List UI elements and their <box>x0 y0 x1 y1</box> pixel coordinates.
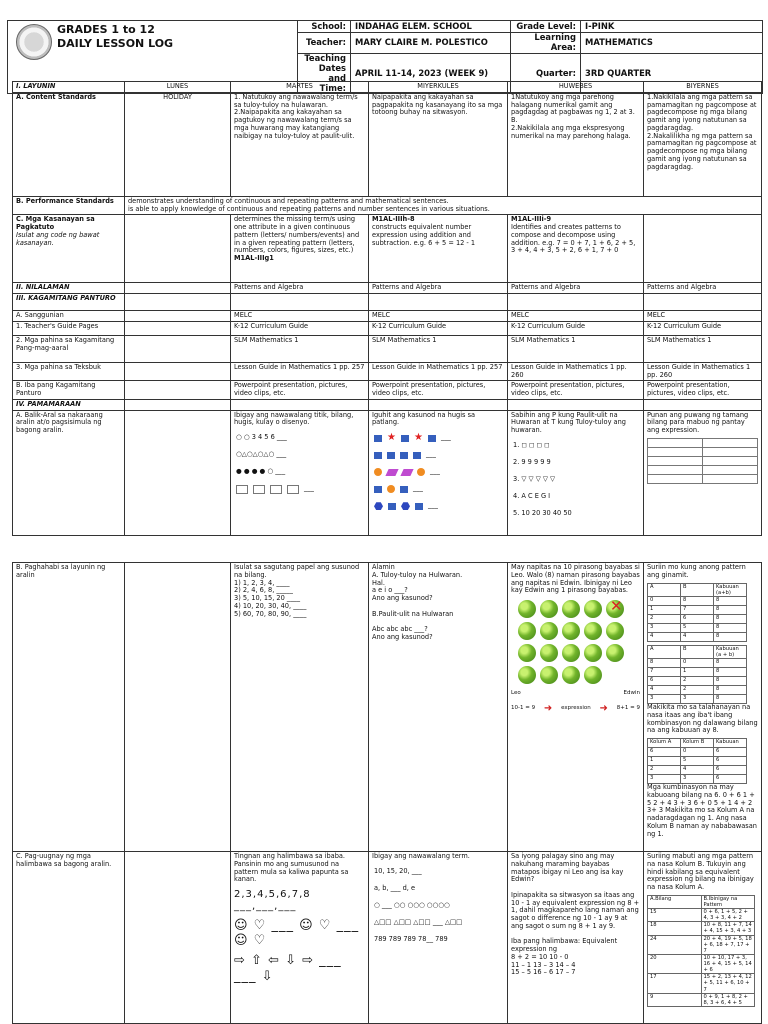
biyernes-pattern-intro: Suriin mo kung anong pattern ang ginamit. <box>647 563 746 579</box>
guava-icon <box>562 600 580 618</box>
table-cell: 8 <box>714 686 747 695</box>
teacher-value: MARY CLAIRE M. POLESTICO <box>351 33 511 54</box>
red-square-icon <box>388 503 396 510</box>
huwebes-pattern-3: 3. ▽ ▽ ▽ ▽ ▽ <box>513 475 556 484</box>
edwin-label: Edwin <box>623 690 640 697</box>
table-cell: 6 <box>681 614 714 623</box>
table-cell: 1 <box>681 668 714 677</box>
empty-10 <box>125 381 231 400</box>
biyernes-guide: Lesson Guide in Mathematics 1 pp. 260 <box>644 362 762 381</box>
quarter-value: 3RD QUARTER <box>581 53 763 94</box>
miyerkules-circle-line: ○ ___ ○○ ○○○ ○○○○ <box>374 900 450 909</box>
biyernes-ppt: Powerpoint presentation, pictures, video clips, etc. <box>644 381 762 400</box>
table-cell: 2 <box>681 686 714 695</box>
empty-15 <box>644 399 762 410</box>
huwebes-example-label: Iba pang halimbawa: Equivalent expression ng <box>511 937 618 954</box>
red-arrow-icon: ➜ <box>543 702 553 714</box>
header-kolum-b: Kolum B <box>681 739 714 748</box>
teacher-label: Teacher: <box>298 33 351 54</box>
table-cell: 2 <box>648 766 681 775</box>
nilalaman-label: II. NILALAMAN <box>13 283 125 294</box>
performance-label: B. Performance Standards <box>13 196 125 215</box>
table-cell: 15 + 2, 13 + 4, 12 + 5, 11 + 6, 10 + 7 <box>701 974 755 993</box>
lunes-paghahabi <box>125 563 231 852</box>
table-cell: 6 <box>714 766 747 775</box>
table-cell: 18 <box>648 922 702 935</box>
huwebes-melc: MELC <box>508 311 644 322</box>
guava-icon <box>562 644 580 662</box>
miyerkules-content: Naipapakita ang kakayahan sa pagpapakita ng kasanayang ito sa mga totoong buhay na sitwasyon. <box>369 92 508 196</box>
huwebes-pattern-5: 5. 10 20 30 40 50 <box>513 509 572 518</box>
day-biyernes: BIYERNES <box>644 82 762 93</box>
biyernes-slm: SLM Mathematics 1 <box>644 335 762 362</box>
huwebes-skill-cell <box>508 215 644 283</box>
table-cell: 8 <box>714 659 747 668</box>
school-value: INDAHAG ELEM. SCHOOL <box>351 21 511 33</box>
lunes-holiday: HOLIDAY <box>125 92 231 196</box>
table-cell: 0 <box>681 659 714 668</box>
table-cell: 2 <box>681 677 714 686</box>
guava-icon <box>518 600 536 618</box>
header-kabuuan: Kabuuan (a + b) <box>714 645 747 658</box>
red-star-icon: ★ <box>387 432 396 444</box>
log-title: GRADES 1 to 12 DAILY LESSON LOG <box>57 23 174 50</box>
table-cell: 20 + 4, 19 + 5, 18 + 6, 18 + 7, 17 + 7 <box>701 935 755 954</box>
pattern-box <box>253 485 265 494</box>
day-martes: MARTES <box>231 82 369 93</box>
lunes-balik <box>125 410 231 535</box>
biyernes-pag-uugnay-cell <box>644 852 762 1024</box>
lunes-skill <box>125 215 231 283</box>
table-cell: 8 <box>714 623 747 632</box>
empty-5 <box>644 294 762 311</box>
kasanayan-note: Isulat ang code ng bawat kasanayan. <box>16 230 100 247</box>
table-cell: 8 <box>648 659 681 668</box>
pattern-box <box>270 485 282 494</box>
crossed-guava-icon <box>606 600 624 618</box>
area-value: MATHEMATICS <box>581 33 763 54</box>
huwebes-question: Sa iyong palagay sino ang may nakuhang maraming bayabas matapos ibigay ni Leo ang isa kay Edwin? <box>511 852 624 884</box>
table-cell: 15 <box>648 909 702 922</box>
header-kolum-a: Kolum A <box>648 739 681 748</box>
blue-square-icon <box>428 435 436 442</box>
table-cell: 4 <box>681 766 714 775</box>
miyerkules-slm: SLM Mathematics 1 <box>369 335 508 362</box>
huwebes-paghahabi-cell <box>508 563 644 852</box>
empty-8 <box>125 335 231 362</box>
huwebes-story: May napitas na 10 pirasong bayabas si Leo. Walo (8) naman pirasong bayabas ang napitas ni Edwin. Ibinigay ni Leo kay Edwin ang 1 pirasong bayabas. <box>511 563 640 595</box>
empty-2 <box>231 294 369 311</box>
table-cell: 7 <box>681 605 714 614</box>
table-cell: 10 + 8, 11 + 7, 14 + 4, 15 + 3, 4 + 3 <box>701 922 755 935</box>
empty-6 <box>125 311 231 322</box>
table-cell: 5 <box>681 623 714 632</box>
miyerkules-nilalaman: Patterns and Algebra <box>369 283 508 294</box>
miyerkules-seq-line: 789 789 789 78__ 789 <box>374 934 448 943</box>
guava-grid <box>518 600 640 684</box>
grid-cell <box>648 456 703 465</box>
table-cell: 4 <box>648 686 681 695</box>
martes-slm: SLM Mathematics 1 <box>231 335 369 362</box>
miyerkules-pag-uugnay-cell <box>369 852 508 1024</box>
dates-value: APRIL 11-14, 2023 (WEEK 9) <box>351 53 511 94</box>
grid-cell <box>703 474 758 483</box>
header-a: A <box>648 583 681 596</box>
biyernes-k12: K-12 Curriculum Guide <box>644 321 762 335</box>
table-cell: 8 <box>714 596 747 605</box>
grid-cell <box>703 456 758 465</box>
martes-pattern-shapes: ○△○△○△○ ___ <box>236 450 287 459</box>
blue-square-icon <box>400 486 408 493</box>
lesson-log-table-page-1 <box>12 81 762 536</box>
lunes-pag-uugnay <box>125 852 231 1024</box>
table-cell: 1 <box>648 757 681 766</box>
huwebes-content: 1Natutukoy ang mga parehong halagang numerikal gamit ang pagdagdag at pagbawas ng 1, 2 at 3. B. 2.Nakikilala ang mga ekspresyong numerikal na may parehong halaga. <box>508 92 644 196</box>
biyernes-balik-cell <box>644 410 762 535</box>
miyerkules-shape-line: △□□ △□□ △□□ ___ △□□ <box>374 917 463 926</box>
martes-number-pattern: 2,3,4,5,6,7,8 ___,___,___ <box>234 889 311 912</box>
biyernes-melc: MELC <box>644 311 762 322</box>
table-cell: 1 <box>648 605 681 614</box>
deped-seal-icon <box>16 24 52 60</box>
biyernes-content: 1.Nakikilala ang mga pattern sa pamamagitan ng pagcompose at pagdecompose ng mga bilang gamit ang iyong natutunan sa pagdaragdag. 2.Nakalilikha ng mga pattern sa pamamagitan ng pagcompose at pagdecompose ng mga bilang gamit ang iyong natutunan sa pagdaragdag. <box>644 92 762 196</box>
miyerkules-code: M1AL-IIIh-8 <box>372 215 415 224</box>
empty-7 <box>125 321 231 335</box>
teal-square-icon <box>374 486 382 493</box>
miyerkules-paghahabi: Alamin A. Tuloy-tuloy na Hulwaran. Hal. a e i o ___? Ano ang kasunod? B.Paulit-ulit na Hulwaran Abc abc abc ___? Ano ang kasunod? <box>369 563 508 852</box>
table-cell: 8 <box>714 677 747 686</box>
martes-code: M1AL-IIIg1 <box>234 254 274 263</box>
left-expression: 10-1 = 9 <box>511 705 536 712</box>
pag-uugnay-label: C. Pag-uugnay ng mga halimbawa sa bagong aralin. <box>13 852 125 1024</box>
huwebes-examples: 8 + 2 = 10 10 - 0 11 – 1 13 – 3 14 – 4 15 – 5 16 – 6 17 – 7 <box>511 952 576 977</box>
huwebes-pattern-4: 4. A C E G I <box>513 492 551 501</box>
pattern-box <box>287 485 299 494</box>
guava-icon <box>584 622 602 640</box>
lesson-log-table-page-2 <box>12 562 762 1024</box>
biyernes-pag-uugnay-text: Suriing mabuti ang mga pattern na nasa Kolum B. Tukuyin ang hindi kabilang sa equivalent expression ng bilang na ibinigay na nasa Kolum A. <box>647 852 754 892</box>
guava-icon <box>606 644 624 662</box>
day-huwebes: HUWEBES <box>508 82 644 93</box>
iba-label: B. Iba pang Kagamitang Panturo <box>13 381 125 400</box>
balik-aral-label: A. Balik-Aral sa nakaraang aralin at/o pagsisimula ng bagong aralin. <box>13 410 125 535</box>
miyerkules-skill: constructs equivalent number expression using addition and subtraction. e.g. 6 + 5 = 12 - 1 <box>372 223 476 247</box>
shape-pattern-teal: ___ <box>374 483 504 495</box>
blue-hexagon-icon <box>374 502 383 510</box>
teacher-guide-label: 1. Teacher's Guide Pages <box>13 321 125 335</box>
guava-icon <box>518 644 536 662</box>
leo-label: Leo <box>511 690 521 697</box>
red-square-icon <box>415 503 423 510</box>
header-kabuuan: Kabuuan (a+b) <box>714 583 747 596</box>
blue-square-icon <box>401 435 409 442</box>
miyerkules-skill-cell <box>369 215 508 283</box>
huwebes-balik-cell <box>508 410 644 535</box>
guava-icon <box>540 600 558 618</box>
miyerkules-guide: Lesson Guide in Mathematics 1 pp. 257 <box>369 362 508 381</box>
miyerkules-k12: K-12 Curriculum Guide <box>369 321 508 335</box>
shape-pattern-stars: ★ ★ ___ <box>374 432 504 444</box>
guava-icon <box>584 644 602 662</box>
guava-icon <box>584 600 602 618</box>
huwebes-ppt: Powerpoint presentation, pictures, video clips, etc. <box>508 381 644 400</box>
green-square-icon <box>374 452 382 459</box>
grid-cell <box>648 465 703 474</box>
table-cell: 3 <box>648 775 681 784</box>
miyerkules-pag-uugnay-text: Ibigay ang nawawalang term. <box>372 852 470 860</box>
martes-balik-cell <box>231 410 369 535</box>
empty-14 <box>508 399 644 410</box>
table-cell: 10 + 10, 17 + 3, 16 + 4, 15 + 5, 14 + 6 <box>701 954 755 973</box>
miyerkules-number-line: 10, 15, 20, ___ <box>374 866 422 875</box>
guava-icon <box>518 666 536 684</box>
blue-square-icon <box>413 452 421 459</box>
martes-melc: MELC <box>231 311 369 322</box>
martes-pattern-boxes: ___ <box>236 483 365 495</box>
martes-nilalaman: Patterns and Algebra <box>231 283 369 294</box>
header-b-pattern: B.Ibinigay na Pattern <box>701 895 755 908</box>
grade-value: I-PINK <box>581 21 763 33</box>
header-a: A <box>648 645 681 658</box>
table-cell: 0 + 6, 1 + 5, 2 + 4, 3 + 3, 4 + 2 <box>701 909 755 922</box>
miyerkules-melc: MELC <box>369 311 508 322</box>
guava-icon <box>562 622 580 640</box>
kasanayan-label: C. Mga Kasanayan sa Pagkatuto <box>16 215 95 232</box>
header-b: B <box>681 645 714 658</box>
orange-circle-icon <box>417 468 425 476</box>
martes-smiley-pattern: ☺ ♡ ___ ☺ ♡ ___ ☺ ♡ <box>234 917 360 948</box>
table-cell: 8 <box>714 614 747 623</box>
pattern-table <box>647 895 755 1007</box>
table-cell: 3 <box>648 695 681 704</box>
table-cell: 17 <box>648 974 702 993</box>
table-cell: 4 <box>648 632 681 641</box>
empty-12 <box>231 399 369 410</box>
table-cell: 5 <box>681 757 714 766</box>
table-cell: 3 <box>681 775 714 784</box>
biyernes-paghahabi-cell <box>644 563 762 852</box>
teal-circle-icon <box>387 485 395 493</box>
header-b: B <box>681 583 714 596</box>
table-cell: 6 <box>714 748 747 757</box>
table-cell: 7 <box>648 668 681 677</box>
teksbuk-label: 3. Mga pahina sa Teksbuk <box>13 362 125 381</box>
huwebes-nilalaman: Patterns and Algebra <box>508 283 644 294</box>
table-cell: 24 <box>648 935 702 954</box>
grid-cell <box>648 438 703 447</box>
pamamaraan-label: IV. PAMAMARAAN <box>13 399 125 410</box>
purple-parallelogram-icon <box>385 469 398 476</box>
empty-11 <box>125 399 231 410</box>
biyernes-expression-table <box>647 438 758 484</box>
performance-text: demonstrates understanding of continuous and repeating patterns and mathematical sentences. is able to apply knowledge of continuous and repeating patterns and number sentences in various situations. <box>125 196 762 215</box>
blue-square-icon <box>387 452 395 459</box>
table-cell: 6 <box>714 757 747 766</box>
martes-arrow-pattern: ⇨ ⇧ ⇦ ⇩ ⇨ ___ ___ ⇩ <box>234 953 342 984</box>
name-row <box>511 690 640 696</box>
pattern-box <box>236 485 248 494</box>
layunin-heading: I. LAYUNIN <box>13 82 125 93</box>
kasanayan-cell <box>13 215 125 283</box>
shape-pattern-hex: ___ <box>374 500 504 512</box>
table-cell: 8 <box>714 695 747 704</box>
huwebes-balik-text: Sabihin ang P kung Paulit-ulit na Huwaran at T kung Tuloy-tuloy ang huwaran. <box>511 410 626 435</box>
guava-icon <box>540 666 558 684</box>
grid-cell <box>648 474 703 483</box>
miyerkules-letter-line: a, b, ___ d, e <box>374 883 416 892</box>
table-cell: 6 <box>714 775 747 784</box>
header-kabuuan: Kabuuan <box>714 739 747 748</box>
sanggunian-label: A. Sanggunian <box>13 311 125 322</box>
guava-icon <box>606 622 624 640</box>
miyerkules-ppt: Powerpoint presentation, pictures, video clips, etc. <box>369 381 508 400</box>
right-expression: 8+1 = 9 <box>616 705 640 712</box>
red-star-icon: ★ <box>413 432 423 444</box>
red-arrow-icon: ➜ <box>599 702 608 714</box>
guava-icon <box>540 644 558 662</box>
table-cell: 3 <box>681 695 714 704</box>
miyerkules-balik-cell <box>369 410 508 535</box>
grade-label: Grade Level: <box>511 21 581 33</box>
martes-guide: Lesson Guide in Mathematics 1 pp. 257 <box>231 362 369 381</box>
empty-13 <box>369 399 508 410</box>
sum-table-2 <box>647 645 747 704</box>
table-cell: 9 <box>648 993 702 1006</box>
martes-pag-uugnay-cell <box>231 852 369 1024</box>
green-square-icon <box>400 452 408 459</box>
martes-skill-cell <box>231 215 369 283</box>
martes-pattern-circles: ● ● ● ● ○ ___ <box>236 467 286 476</box>
table-cell: 6 <box>648 677 681 686</box>
table-cell: 8 <box>681 596 714 605</box>
table-cell: 20 <box>648 954 702 973</box>
martes-balik-text: Ibigay ang nawawalang titik, bilang, hugis, kulay o disenyo. <box>234 410 354 427</box>
sum-table-1 <box>647 583 747 642</box>
table-cell: 0 <box>648 596 681 605</box>
purple-parallelogram-icon <box>400 469 413 476</box>
guava-icon <box>584 666 602 684</box>
empty-1 <box>125 294 231 311</box>
expression-row <box>511 703 640 715</box>
huwebes-pattern-1: 1. ◻ ◻ ◻ ◻ <box>513 441 550 450</box>
shape-pattern-orange: ___ <box>374 466 504 478</box>
empty-9 <box>125 362 231 381</box>
day-lunes: LUNES <box>125 82 231 93</box>
content-standards-label: A. Content Standards <box>13 92 125 196</box>
quarter-label: Quarter: <box>511 53 581 94</box>
empty-4 <box>508 294 644 311</box>
martes-content: 1. Natutukoy ang nawawalang term/s sa tuloy-tuloy na hulawaran. 2.Naipapakita ang kakayahan sa pagtukoy ng nawawalang term/s sa mga huwarang may katangiang naibigay na tuloy-tuloy at paulit-ulit. <box>231 92 369 196</box>
huwebes-pag-uugnay-cell <box>508 852 644 1024</box>
martes-ppt: Powerpoint presentation, pictures, video clips, etc. <box>231 381 369 400</box>
martes-skill: determines the missing term/s using one attribute in a given continuous pattern (letters/ numbers/events) and in a given repeating pattern (letters, numbers, colors, figures, sizes, etc.) <box>234 215 360 255</box>
biyernes-nilalaman: Patterns and Algebra <box>644 283 762 294</box>
grid-cell <box>703 465 758 474</box>
guava-icon <box>540 622 558 640</box>
huwebes-guide: Lesson Guide in Mathematics 1 pp. 260 <box>508 362 644 381</box>
guava-icon <box>518 622 536 640</box>
school-label: School: <box>298 21 351 33</box>
biyernes-balik-text: Punan ang puwang ng tamang bilang para mabuo ng pantay ang expression. <box>647 410 749 435</box>
table-cell: 0 <box>681 748 714 757</box>
dates-label: Teaching Dates and Time: <box>298 53 351 94</box>
martes-paghahabi: Isulat sa sagutang papel ang susunod na bilang. 1) 1, 2, 3, 4, ____ 2) 2, 4, 6, 8, _____ 3) 5, 10, 15, 20 ____ 4) 10, 20, 30, 40, ____ 5) 60, 70, 80, 90, ____ <box>231 563 369 852</box>
orange-circle-icon <box>374 468 382 476</box>
shape-pattern-mixed: ___ <box>374 449 504 461</box>
grid-cell <box>703 447 758 456</box>
huwebes-code: M1AL-IIIi-9 <box>511 215 552 224</box>
biyernes-combination-text: Makikita mo sa talahanayan na nasa itaas ang iba't ibang kombinasyon ng dalawang bilang na ang kabuuan ay 8. <box>647 703 758 735</box>
paghahabi-label: B. Paghahabi sa layunin ng aralin <box>13 563 125 852</box>
kolum-table <box>647 738 747 784</box>
martes-k12: K-12 Curriculum Guide <box>231 321 369 335</box>
header-a-bilang: A.Bilang <box>648 895 702 908</box>
biyernes-kombinasyon-text: Mga kumbinasyon na may kabuoang bilang na 6. 0 + 6 1 + 5 2 + 4 3 + 3 6 + 0 5 + 1 4 + 2 3+ 3 Makikita mo sa Kolum A na nadaragdagan ng 1. Ang nasa Kolum B naman ay nababawasan ng 1. <box>647 783 757 838</box>
table-cell: 8 <box>714 668 747 677</box>
biyernes-skill <box>644 215 762 283</box>
huwebes-slm: SLM Mathematics 1 <box>508 335 644 362</box>
day-miyerkules: MIYERKULES <box>369 82 508 93</box>
table-cell: 8 <box>714 632 747 641</box>
table-cell: 2 <box>648 614 681 623</box>
table-cell: 4 <box>681 632 714 641</box>
martes-pag-uugnay-text: Tingnan ang halimbawa sa ibaba. Pansinin mo ang sumusunod na pattern mula sa kaliwa papunta sa kanan. <box>234 852 349 884</box>
huwebes-k12: K-12 Curriculum Guide <box>508 321 644 335</box>
area-label: Learning Area: <box>511 33 581 54</box>
kagamitang-label: III. KAGAMITANG PANTURO <box>13 294 125 311</box>
martes-pattern-numbers: ○ ○ 3 4 5 6 ___ <box>236 433 287 442</box>
empty-3 <box>369 294 508 311</box>
grid-cell <box>648 447 703 456</box>
table-cell: 8 <box>714 605 747 614</box>
blue-square-icon <box>374 435 382 442</box>
kagamitang-pang-mag-aaral-label: 2. Mga pahina sa Kagamitang Pang-mag-aaral <box>13 335 125 362</box>
huwebes-pattern-2: 2. 9 9 9 9 9 <box>513 458 551 467</box>
huwebes-skill: Identifies and creates patterns to compose and decompose using addition. e.g. 7 = 0 + 7, 1 + 6, 2 + 5, 3 + 4, 4 + 3, 5 + 2, 6 + 1, 7 + 0 <box>511 223 636 255</box>
expression-label: expression <box>561 705 591 712</box>
huwebes-explanation: Ipinapakita sa sitwasyon sa itaas ang 10 - 1 ay equivalent expression ng 8 + 1, dahil magkapareho lang naman ang sagot o difference ng 10 - 1 ay 9 at ang sagot o sum ng 8 + 1 ay 9. <box>511 890 640 930</box>
table-cell: 0 + 9, 1 + 8, 2 + 8, 3 + 6, 4 + 5 <box>701 993 755 1006</box>
table-cell: 6 <box>648 748 681 757</box>
lunes-nilalaman <box>125 283 231 294</box>
grid-cell <box>703 438 758 447</box>
guava-icon <box>562 666 580 684</box>
miyerkules-balik-text: Iguhit ang kasunod na hugis sa patlang. <box>372 410 476 427</box>
blue-hexagon-icon <box>401 502 410 510</box>
table-cell: 3 <box>648 623 681 632</box>
